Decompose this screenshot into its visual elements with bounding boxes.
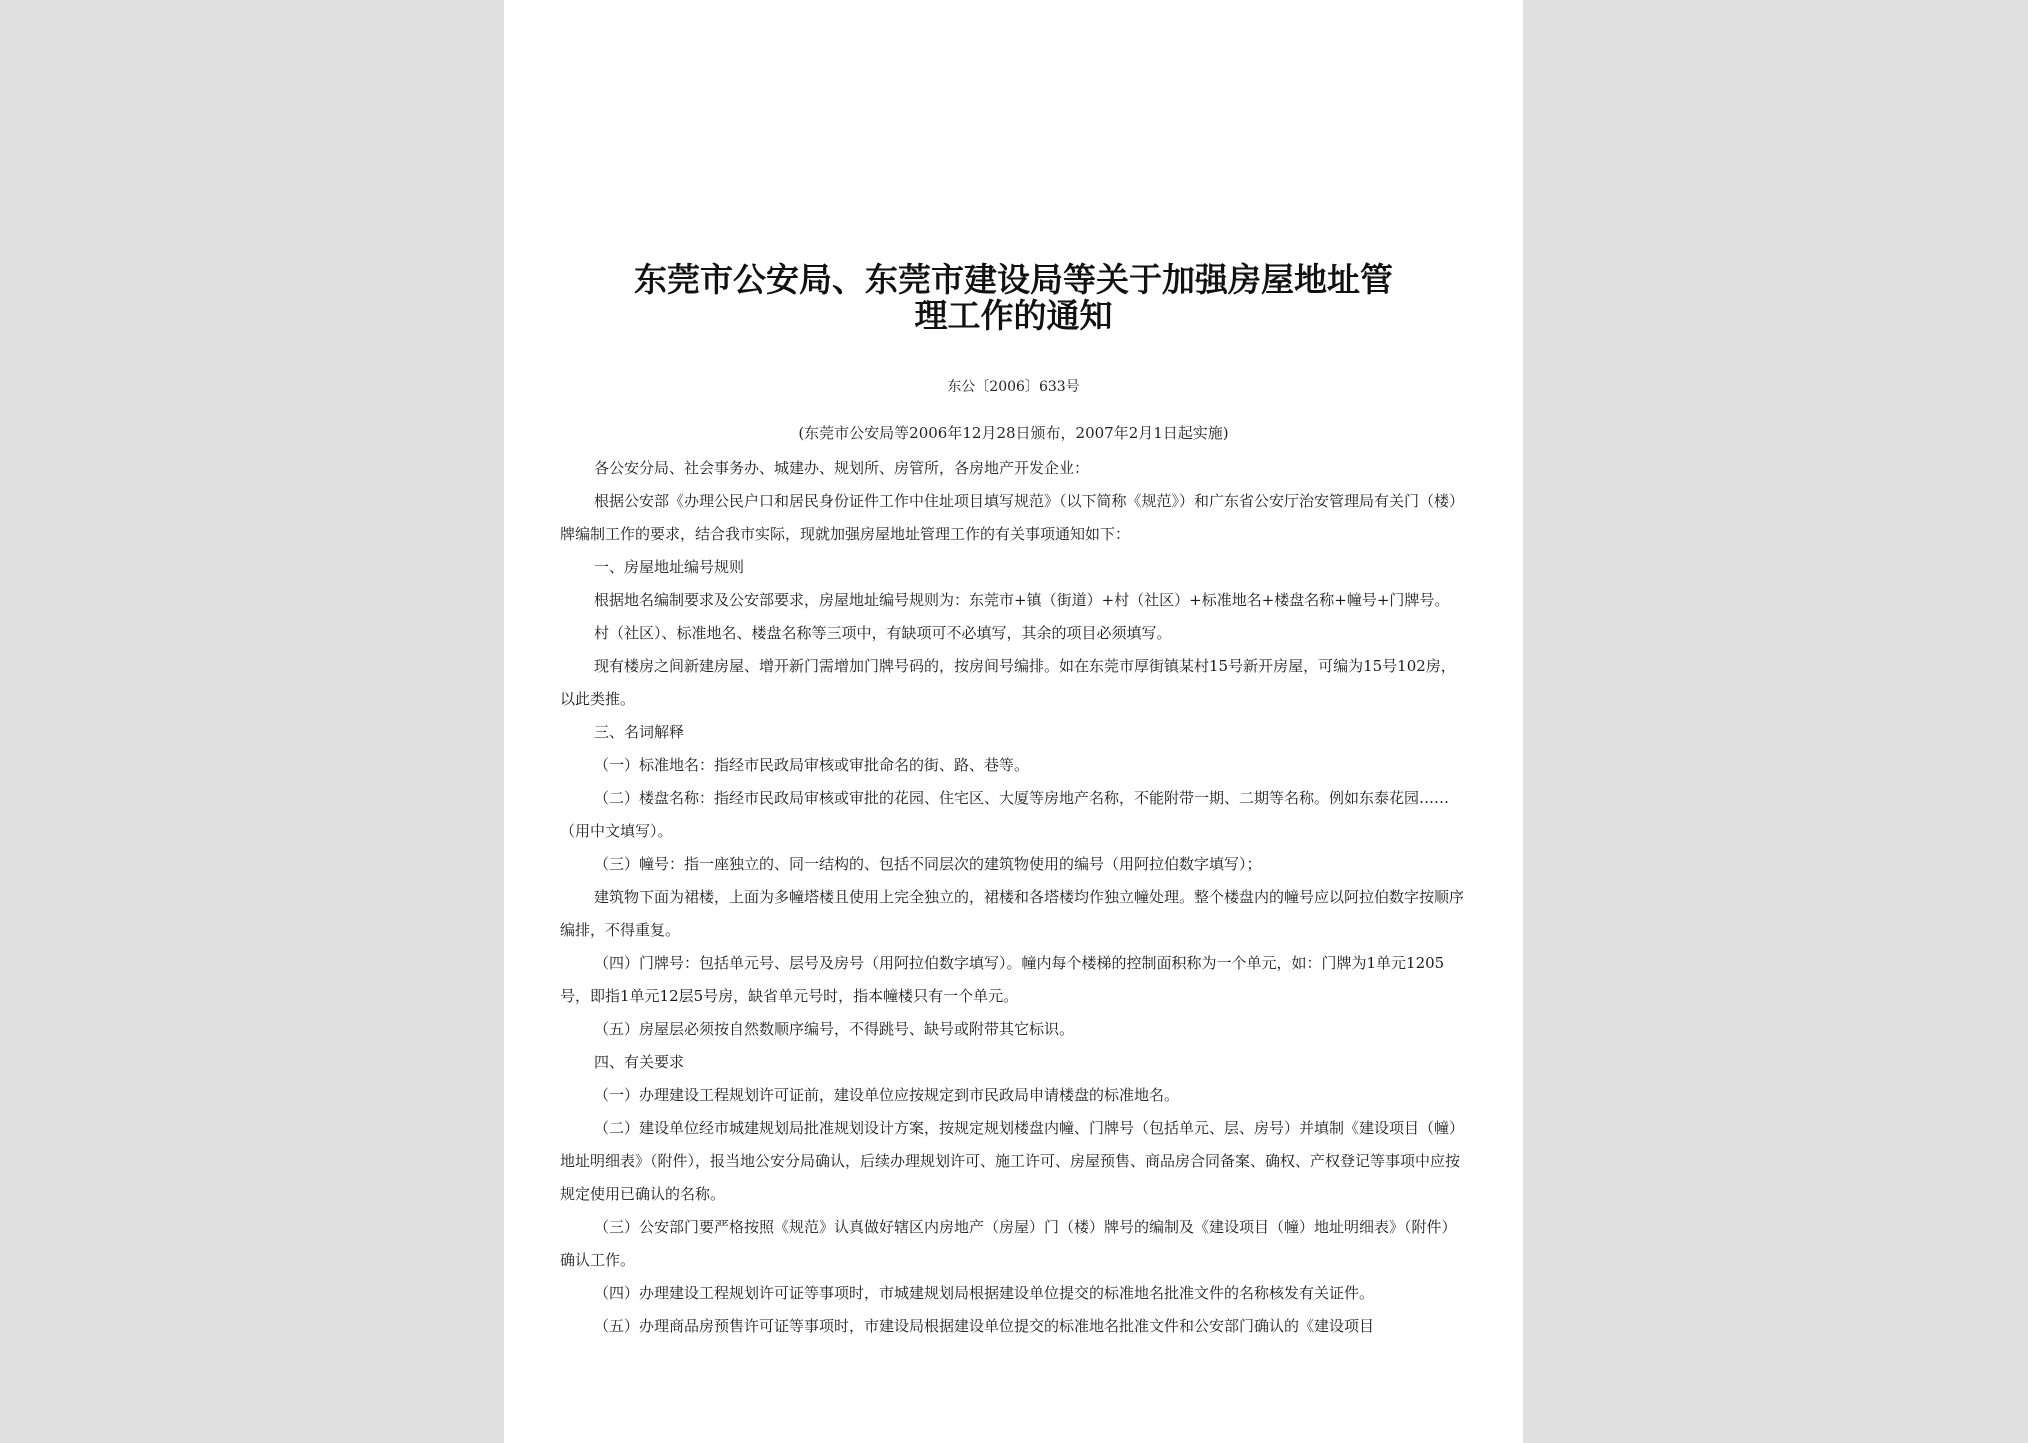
paragraph: （三）幢号：指一座独立的、同一结构的、包括不同层次的建筑物使用的编号（用阿拉伯数字填写）； [594, 855, 1262, 873]
document-title [504, 262, 1523, 334]
paragraph: 各公安分局、社会事务办、城建办、规划所、房管所，各房地产开发企业： [594, 459, 1090, 477]
paragraph: 建筑物下面为裙楼，上面为多幢塔楼且使用上完全独立的，裙楼和各塔楼均作独立幢处理。整个楼盘内的幢号应以阿拉伯数字按顺序编排，不得重复。 [560, 888, 1465, 939]
paragraph: （一）办理建设工程规划许可证前，建设单位应按规定到市民政局申请楼盘的标准地名。 [594, 1086, 1180, 1104]
issue-date-line: (东莞市公安局等2006年12月28日颁布，2007年2月1日起实施) [798, 424, 1229, 442]
document-number: 东公〔2006〕633号 [947, 379, 1080, 395]
title-line-1: 东莞市公安局、东莞市建设局等关于加强房屋地址管 [634, 260, 1393, 299]
paragraph: （四）办理建设工程规划许可证等事项时，市城建规划局根据建设单位提交的标准地名批准文件的名称核发有关证件。 [594, 1284, 1375, 1302]
document-page [504, 0, 1523, 1443]
section-heading: 四、有关要求 [594, 1053, 685, 1071]
document-body [560, 452, 1468, 1343]
paragraph: 村（社区）、标准地名、楼盘名称等三项中，有缺项可不必填写，其余的项目必须填写。 [594, 624, 1172, 642]
paragraph: 根据公安部《办理公民户口和居民身份证件工作中住址项目填写规范》（以下简称《规范》）和广东省公安厅治安管理局有关门（楼）牌编制工作的要求，结合我市实际，现就加强房屋地址管理工作的有关事项通知如下： [560, 492, 1465, 543]
paragraph: （二）楼盘名称：指经市民政局审核或审批的花园、住宅区、大厦等房地产名称，不能附带一期、二期等名称。例如东泰花园……（用中文填写）。 [560, 789, 1450, 840]
paragraph: （一）标准地名：指经市民政局审核或审批命名的街、路、巷等。 [594, 756, 1030, 774]
section-heading: 一、房屋地址编号规则 [594, 558, 745, 576]
paragraph: （五）办理商品房预售许可证等事项时，市建设局根据建设单位提交的标准地名批准文件和公安部门确认的《建设项目 [594, 1317, 1375, 1335]
section-heading: 三、名词解释 [594, 723, 685, 741]
paragraph: （三）公安部门要严格按照《规范》认真做好辖区内房地产（房屋）门（楼）牌号的编制及《建设项目（幢）地址明细表》（附件）确认工作。 [560, 1218, 1457, 1269]
title-line-2: 理工作的通知 [914, 296, 1113, 335]
paragraph: （五）房屋层必须按自然数顺序编号，不得跳号、缺号或附带其它标识。 [594, 1020, 1075, 1038]
paragraph: 根据地名编制要求及公安部要求，房屋地址编号规则为：东莞市+镇（街道）+村（社区）+标准地名+楼盘名称+幢号+门牌号。 [594, 591, 1450, 609]
paragraph: （二）建设单位经市城建规划局批准规划设计方案，按规定规划楼盘内幢、门牌号（包括单元、层、房号）并填制《建设项目（幢）地址明细表》（附件），报当地公安分局确认，后续办理规划许可、施工许可、房屋预售、商品房合同备案、确权、产权登记等事项中应按规定使用已确认的名称。 [560, 1119, 1465, 1203]
paragraph: （四）门牌号：包括单元号、层号及房号（用阿拉伯数字填写）。幢内每个楼梯的控制面积称为一个单元，如：门牌为1单元1205号，即指1单元12层5号房，缺省单元号时，指本幢楼只有一个单元。 [560, 954, 1445, 1005]
paragraph: 现有楼房之间新建房屋、增开新门需增加门牌号码的，按房间号编排。如在东莞市厚街镇某村15号新开房屋，可编为15号102房，以此类推。 [560, 657, 1456, 708]
